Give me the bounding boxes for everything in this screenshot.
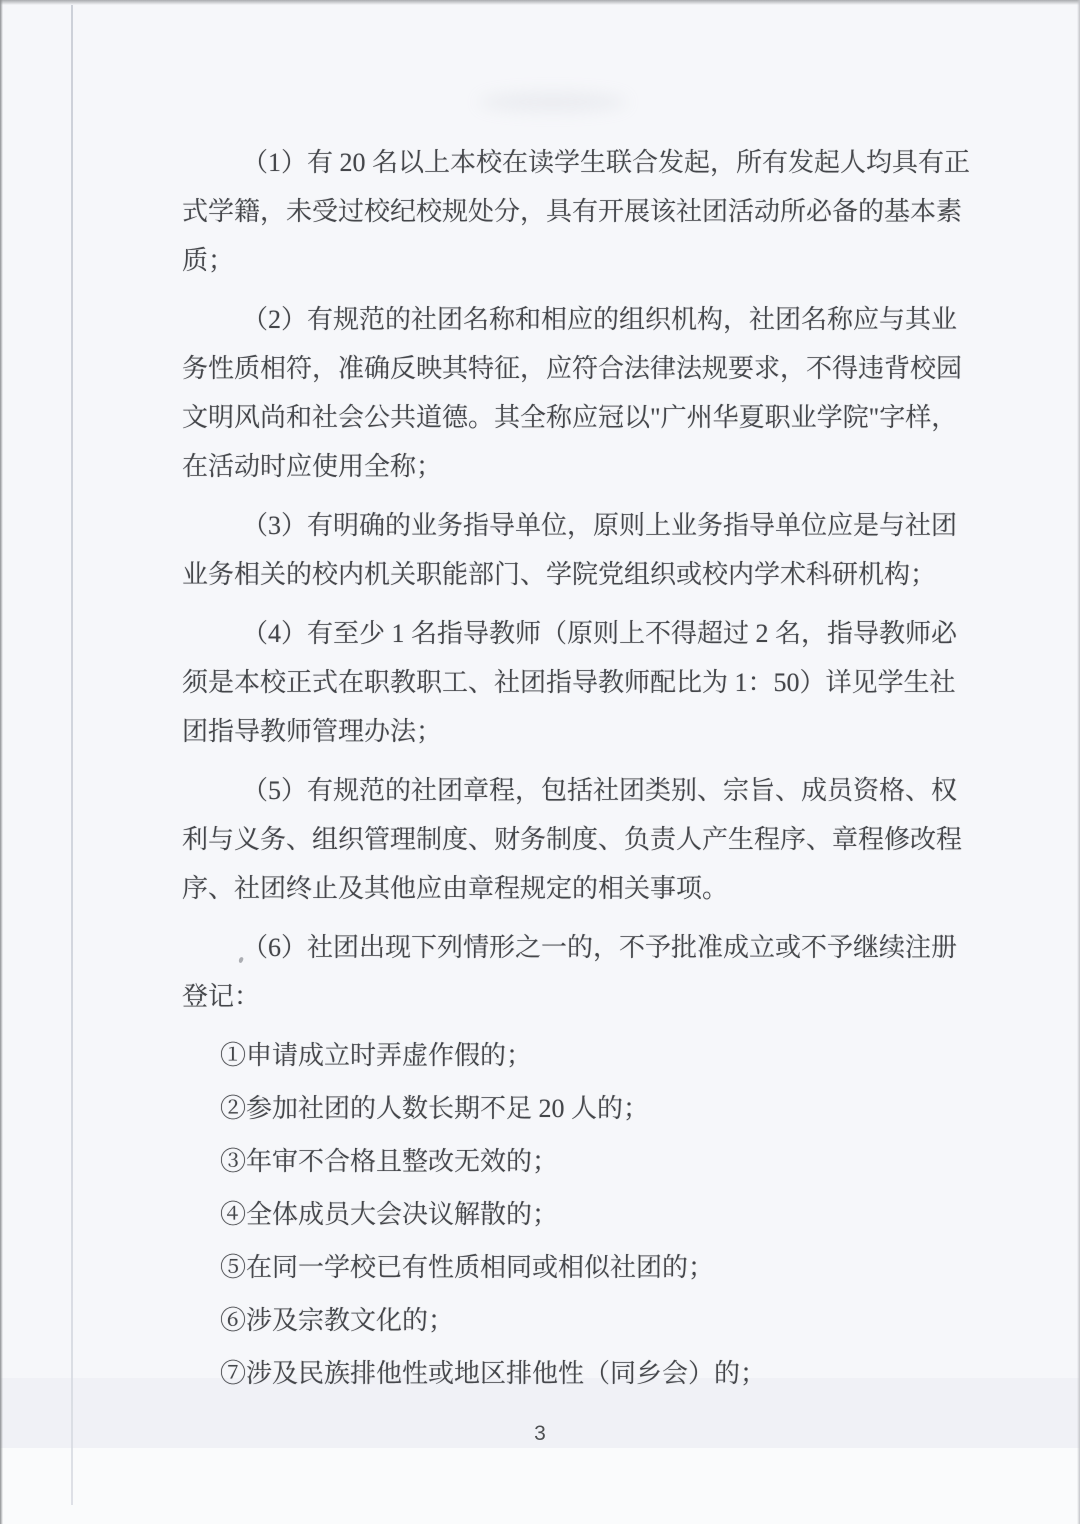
paragraph-list: [182, 138, 971, 1021]
text-line: 在活动时应使用全称；: [182, 452, 443, 481]
text-line: （3）有明确的业务指导单位，原则上业务指导单位应是与社团: [242, 511, 958, 540]
condition-item: ②参加社团的人数长期不足 20 人的；: [220, 1094, 650, 1123]
text-line: 式学籍，未受过校纪校规处分，具有开展该社团活动所必备的基本素: [182, 197, 963, 226]
scan-edge-top: [0, 0, 1080, 5]
text-line: 业务相关的校内机关职能部门、学院党组织或校内学术科研机构；: [182, 560, 937, 589]
text-line: 利与义务、组织管理制度、财务制度、负责人产生程序、章程修改程: [182, 825, 963, 854]
text-line: （4）有至少 1 名指导教师（原则上不得超过 2 名，指导教师必: [242, 619, 958, 648]
paragraph: [182, 138, 971, 285]
text-line: 质；: [182, 246, 235, 275]
paragraph: [182, 766, 963, 913]
text-line: 团指导教师管理办法；: [182, 717, 443, 746]
paragraph: [182, 609, 958, 756]
text-line: （6）社团出现下列情形之一的，不予批准成立或不予继续注册: [242, 933, 958, 962]
page-footer: [0, 1422, 1080, 1446]
text-line: （5）有规范的社团章程，包括社团类别、宗旨、成员资格、权: [242, 776, 958, 805]
scan-smudge: [478, 92, 628, 112]
condition-item: ①申请成立时弄虚作假的；: [220, 1041, 533, 1070]
condition-list: [182, 1029, 944, 1400]
condition-item: ④全体成员大会决议解散的；: [220, 1200, 559, 1229]
scan-band-bottom: [0, 1448, 1080, 1524]
paragraph: [182, 923, 958, 1021]
condition-item: ⑦涉及民族排他性或地区排他性（同乡会）的；: [220, 1359, 767, 1388]
text-line: 序、社团终止及其他应由章程规定的相关事项。: [182, 874, 729, 903]
condition-item: ⑤在同一学校已有性质相同或相似社团的；: [220, 1253, 715, 1282]
text-line: （2）有规范的社团名称和相应的组织机构，社团名称应与其业: [242, 305, 958, 334]
page-number: 3: [534, 1422, 546, 1445]
scan-edge-left: [0, 0, 3, 1524]
text-line: 须是本校正式在职教职工、社团指导教师配比为 1：50）详见学生社: [182, 668, 956, 697]
paragraph: [182, 295, 963, 491]
condition-item: ③年审不合格且整改无效的；: [220, 1147, 559, 1176]
text-line: 登记：: [182, 982, 261, 1011]
condition-item: ⑥涉及宗教文化的；: [220, 1306, 455, 1335]
text-line: （1）有 20 名以上本校在读学生联合发起，所有发起人均具有正: [242, 148, 971, 177]
document-body: [182, 138, 971, 1400]
paragraph: [182, 501, 958, 599]
text-line: 务性质相符，准确反映其特征，应符合法律法规要求，不得违背校园: [182, 354, 963, 383]
page-fold-line: [71, 5, 73, 1505]
text-line: 文明风尚和社会公共道德。其全称应冠以"广州华夏职业学院"字样，: [182, 403, 958, 432]
